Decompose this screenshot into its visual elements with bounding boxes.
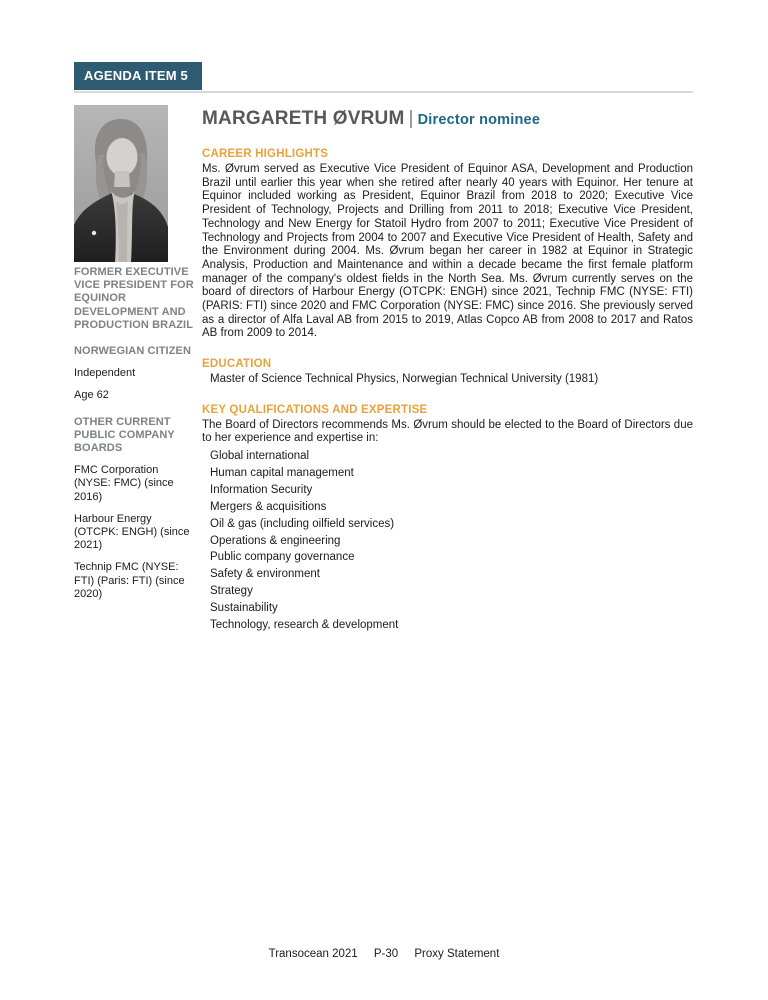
career-highlights-heading: CAREER HIGHLIGHTS [202, 148, 329, 160]
independence-label: Independent [74, 367, 136, 380]
qualification-entry: Technology, research & development [210, 619, 399, 632]
footer-doc-title: Proxy Statement [414, 948, 500, 960]
title-separator: | [408, 108, 414, 129]
board-entry: Technip FMC (NYSE: FTI) (Paris: FTI) (since 2020) [74, 561, 185, 600]
footer-page-number: P-30 [373, 948, 399, 960]
footer-brand: Transocean 2021 [268, 948, 358, 960]
boards-list [74, 464, 196, 601]
qualification-entry: Sustainability [210, 602, 278, 615]
former-title-label: FORMER EXECUTIVE VICE PRESIDENT FOR EQUINOR DEVELOPMENT AND PRODUCTION BRAZIL [74, 266, 194, 331]
qualification-entry: Information Security [210, 483, 313, 496]
education-entry: Master of Science Technical Physics, Norwegian Technical University (1981) [210, 373, 599, 386]
nominee-role: Director nominee [417, 112, 541, 128]
education-heading: EDUCATION [202, 358, 272, 371]
qualification-entry: Public company governance [210, 551, 355, 564]
page-title [202, 108, 693, 131]
portrait-illustration [74, 105, 168, 262]
qualification-entry: Operations & engineering [210, 534, 341, 547]
qualifications-heading: KEY QUALIFICATIONS AND EXPERTISE [202, 403, 428, 416]
header-divider [74, 91, 693, 93]
nominee-portrait-photo [74, 105, 168, 262]
boards-heading: OTHER CURRENT PUBLIC COMPANY BOARDS [74, 415, 175, 455]
board-entry: FMC Corporation (NYSE: FMC) (since 2016) [74, 464, 174, 503]
career-highlights-text: Ms. Øvrum served as Executive Vice President of Equinor ASA, Development and Production Brazil until earlier this year when she retired after nearly 40 years with Equinor. Her tenure at Equinor included working as President, Equinor Brazil from 2018 to 2020; Executive Vice President of Technology, Projects and Drilling from 2011 to 2018; Executive Vice President, Technology and New Energy for Statoil Hydro from 2007 to 2011; Executive Vice President of Technology and Projects from 2004 to 2007 and Executive Vice President of Health, Safety and the Environment during 2004. Ms. Øvrum began her career in 1982 at Equinor in Strategic Analysis, Production and Maintenance and within a decade became the first female platform manager of the company's oldest fields in the North Sea. Ms. Øvrum currently serves on the board of directors of Harbour Energy (OTCPK: ENGH) since 2021, Technip FMC (NYSE: FTI) (PARIS: FTI) since 2020 and FMC Corporation (NYSE: FMC) since 2016. She previously served as a director of Alfa Laval AB from 2015 to 2019, Atlas Copco AB from 2008 to 2017 and Ratos AB from 2009 to 2014. [202, 163, 693, 340]
qualifications-list [202, 450, 693, 633]
nominee-name: MARGARETH ØVRUM [202, 108, 405, 129]
agenda-item-label: AGENDA ITEM 5 [84, 68, 188, 83]
qualification-entry: Global international [210, 450, 310, 463]
board-entry: Harbour Energy (OTCPK: ENGH) (since 2021) [74, 512, 190, 552]
qualification-entry: Human capital management [210, 467, 354, 480]
citizenship-label: NORWEGIAN CITIZEN [74, 345, 191, 358]
qualification-entry: Safety & environment [210, 568, 320, 581]
agenda-item-banner [74, 62, 202, 90]
qualification-entry: Mergers & acquisitions [210, 500, 327, 513]
qualification-entry: Oil & gas (including oilfield services) [210, 517, 395, 530]
nominee-main-content [202, 108, 693, 636]
nominee-sidebar [74, 266, 196, 610]
qualifications-intro: The Board of Directors recommends Ms. Øvrum should be elected to the Board of Directors due to her experience and expertise in: [202, 418, 693, 445]
page-footer [0, 948, 768, 960]
age-label: Age 62 [74, 389, 109, 402]
qualification-entry: Strategy [210, 585, 253, 598]
education-list [202, 373, 693, 387]
